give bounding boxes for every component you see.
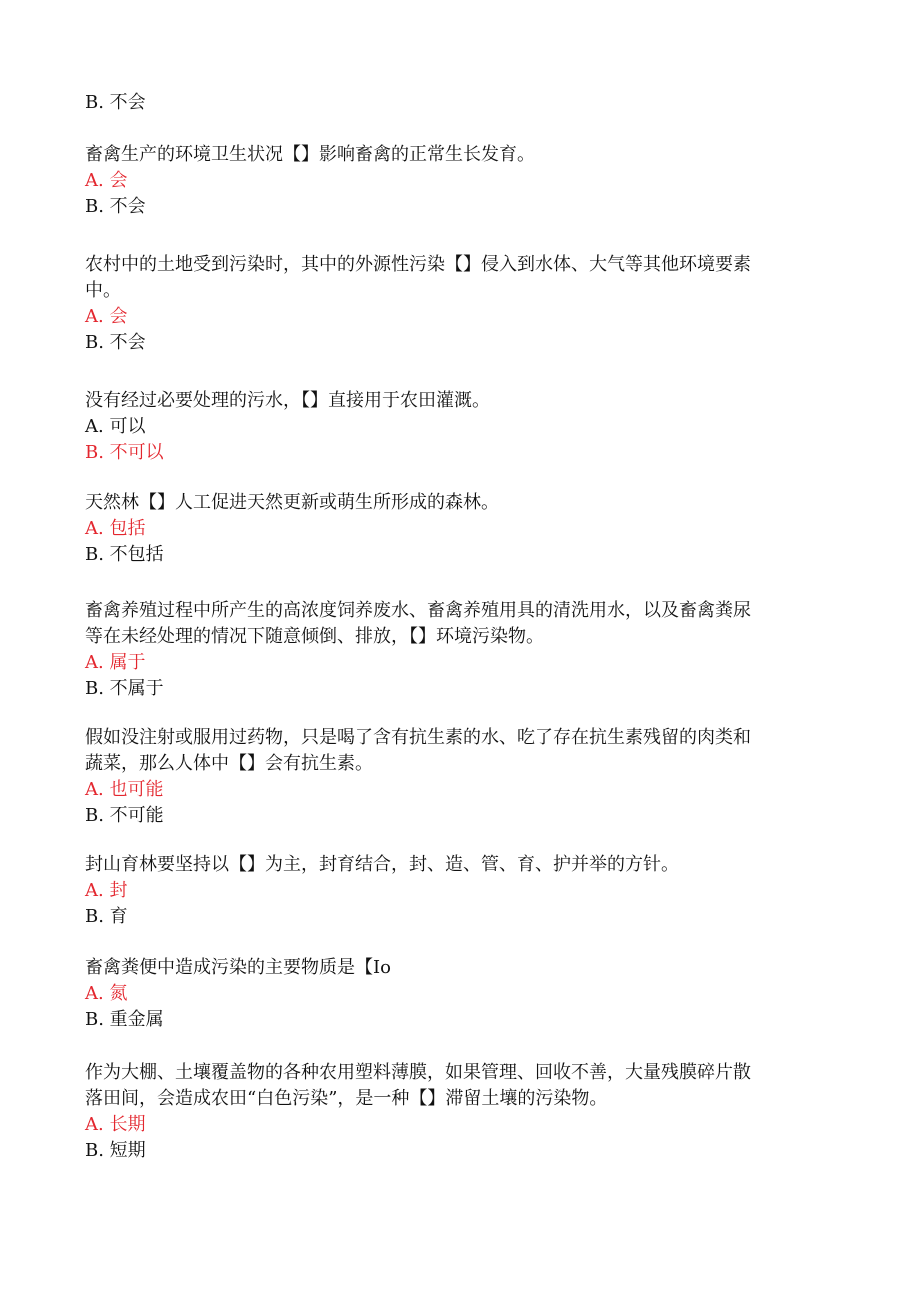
question-text: 天然林【】人工促进天然更新或萌生所形成的森林。 [85,492,499,513]
question-text: 畜禽生产的环境卫生状况【】影响畜禽的正常生长发育。 [85,144,535,165]
question-block [85,955,391,1033]
question-text: 畜禽养殖过程中所产生的高浓度饲养废水、畜禽养殖用具的清洗用水，以及畜禽粪尿 [85,600,751,621]
answer-option: B. 不会 [85,196,146,217]
answer-option: B. 重金属 [85,1009,164,1030]
answer-option: B. 不包括 [85,544,164,565]
question-text: 蔬菜，那么人体中【】会有抗生素。 [85,753,373,774]
question-text: 落田间，会造成农田“白色污染”，是一种【】滞留土壤的污染物。 [85,1088,608,1109]
answer-option-correct: B. 不可以 [85,442,164,463]
answer-option: B. 不属于 [85,678,164,699]
answer-option-correct: A. 封 [85,880,128,901]
question-block [85,852,679,930]
question-text: 中。 [85,280,121,301]
question-text: 假如没注射或服用过药物，只是喝了含有抗生素的水、吃了存在抗生素残留的肉类和 [85,727,751,748]
question-block [85,725,751,829]
answer-option: A. 可以 [85,416,146,437]
question-block [85,388,490,466]
answer-option-correct: A. 包括 [85,518,146,539]
answer-option: B. 不会 [85,332,146,353]
question-text: 等在未经处理的情况下随意倾倒、排放，【】环境污染物。 [85,626,544,647]
answer-option-correct: A. 会 [85,306,128,327]
answer-option-correct: A. 长期 [85,1114,146,1135]
question-text: 农村中的土地受到污染时，其中的外源性污染【】侵入到水体、大气等其他环境要素 [85,254,751,275]
answer-option-correct: A. 氮 [85,983,128,1004]
answer-option: B. 短期 [85,1140,146,1161]
answer-option-correct: A. 属于 [85,652,146,673]
answer-option-correct: A. 也可能 [85,779,164,800]
answer-option-correct: A. 会 [85,170,128,191]
leading-option: B. 不会 [85,92,146,113]
question-text: 作为大棚、土壤覆盖物的各种农用塑料薄膜，如果管理、回收不善，大量残膜碎片散 [85,1062,751,1083]
question-block [85,490,499,568]
question-text: 封山育林要坚持以【】为主，封育结合，封、造、管、育、护并举的方针。 [85,854,679,875]
question-block [85,142,535,220]
question-block [85,252,751,356]
question-block [85,1060,751,1164]
answer-option: B. 育 [85,906,128,927]
question-text: 没有经过必要处理的污水，【】直接用于农田灌溉。 [85,390,490,411]
answer-option: B. 不可能 [85,805,164,826]
question-block [85,598,751,702]
question-text: 畜禽粪便中造成污染的主要物质是【Io [85,957,391,978]
